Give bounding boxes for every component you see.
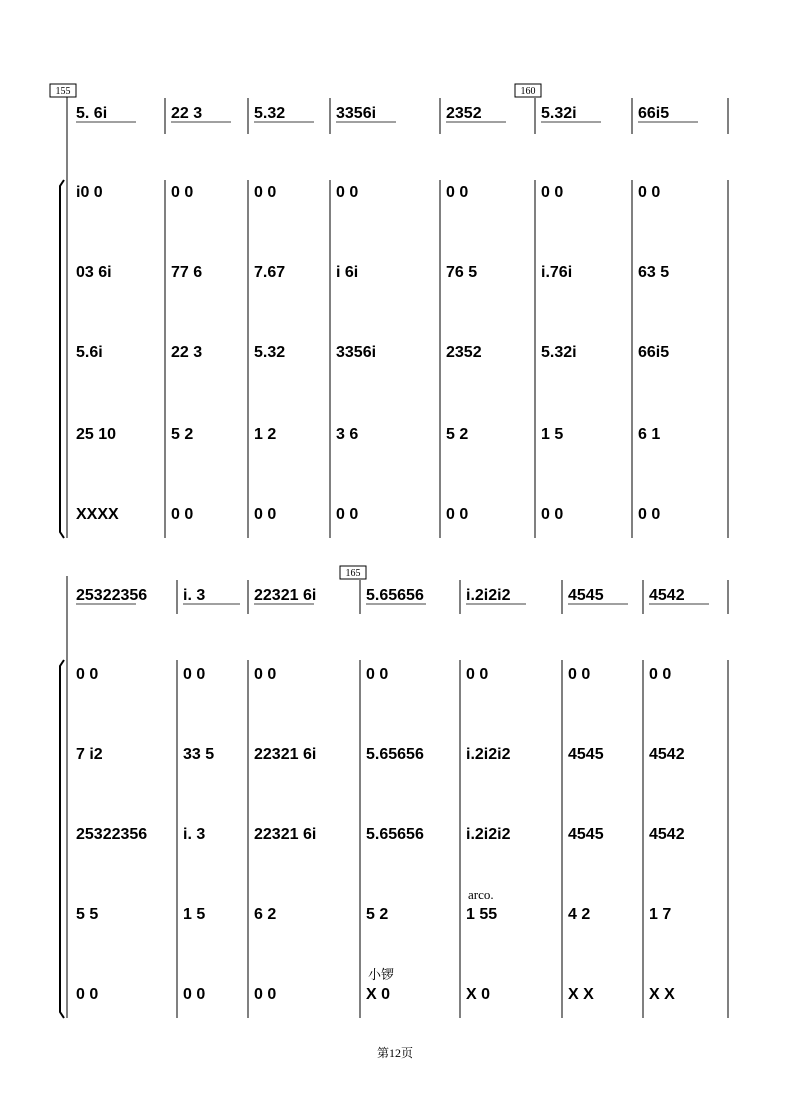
part-1-measure: i0 0 [76,184,103,201]
part-1-measure: 0 0 [76,666,99,683]
part-2-measure: 5.65656 [366,746,424,763]
part-2-measure: i.2i2i2 [466,746,511,763]
part-4-measure: 25 10 [76,426,117,443]
melody-measure: 5.32i [541,105,577,122]
measure-number: 165 [345,568,361,579]
part-5-measure: X X [649,986,675,1003]
part-4-measure: 1 5 [183,906,206,923]
part-3-measure: 66i5 [638,344,670,361]
melody-measure: 5.32 [254,105,286,122]
part-3-measure: 4542 [649,826,685,843]
part-5-measure: X X [568,986,594,1003]
part-3-measure: 4545 [568,826,604,843]
melody-measure: 25322356 [76,587,148,604]
part-1-measure: 0 0 [541,184,564,201]
part-1-measure: 0 0 [568,666,591,683]
melody-measure: i. 3 [183,587,206,604]
part-2-measure: 4542 [649,746,685,763]
part-4-measure: 3 6 [336,426,359,443]
part-3-measure: 5.6i [76,344,103,361]
part-5-measure: 0 0 [254,986,277,1003]
melody-measure: 4542 [649,587,685,604]
part-5-measure: 0 0 [638,506,661,523]
part-5-measure: 0 0 [446,506,469,523]
measure-number: 160 [520,86,536,97]
melody-measure: 66i5 [638,105,670,122]
score-system-2 [60,566,728,1018]
part-1-measure: 0 0 [254,184,277,201]
part-2-measure: 7 i2 [76,746,103,763]
part-4-measure: 6 2 [254,906,277,923]
part-3-measure: 3356i [336,344,377,361]
part-4-measure: 5 5 [76,906,99,923]
part-1-measure: 0 0 [466,666,489,683]
part-4-measure: 1 7 [649,906,672,923]
part-5-measure: X 0 [366,986,391,1003]
part-3-measure: 5.32 [254,344,286,361]
part-5-measure: 0 0 [183,986,206,1003]
score-system-1 [50,84,728,538]
part-2-measure: i.76i [541,264,573,281]
part-3-measure: i. 3 [183,826,206,843]
part-5-measure: X 0 [466,986,491,1003]
part-1-measure: 0 0 [183,666,206,683]
part-2-measure: 03 6i [76,264,112,281]
performance-annotation: 小锣 [368,967,395,982]
part-4-measure: 6 1 [638,426,661,443]
part-5-measure: XXXX [76,506,119,523]
part-2-measure: i 6i [336,264,359,281]
melody-measure: 5. 6i [76,105,108,122]
part-1-measure: 0 0 [254,666,277,683]
part-3-measure: 2352 [446,344,482,361]
part-5-measure: 0 0 [76,986,99,1003]
measure-number: 155 [55,86,71,97]
performance-annotation: arco. [468,887,494,902]
part-4-measure: 1 55 [466,906,498,923]
part-3-measure: 22321 6i [254,826,317,843]
melody-measure: i.2i2i2 [466,587,511,604]
part-2-measure: 63 5 [638,264,670,281]
part-2-measure: 7.67 [254,264,286,281]
part-1-measure: 0 0 [336,184,359,201]
part-2-measure: 33 5 [183,746,215,763]
melody-measure: 22 3 [171,105,203,122]
part-2-measure: 76 5 [446,264,478,281]
part-bracket [60,180,64,538]
part-3-measure: 5.32i [541,344,577,361]
melody-measure: 2352 [446,105,482,122]
part-3-measure: 22 3 [171,344,203,361]
part-3-measure: i.2i2i2 [466,826,511,843]
page-number: 第12页 [376,1046,413,1060]
part-1-measure: 0 0 [638,184,661,201]
part-4-measure: 1 2 [254,426,277,443]
part-3-measure: 25322356 [76,826,148,843]
melody-measure: 3356i [336,105,377,122]
part-1-measure: 0 0 [446,184,469,201]
part-4-measure: 5 2 [366,906,389,923]
melody-measure: 4545 [568,587,604,604]
part-2-measure: 4545 [568,746,604,763]
part-4-measure: 1 5 [541,426,564,443]
part-1-measure: 0 0 [171,184,194,201]
part-1-measure: 0 0 [649,666,672,683]
part-1-measure: 0 0 [366,666,389,683]
melody-measure: 22321 6i [254,587,317,604]
part-2-measure: 77 6 [171,264,203,281]
part-5-measure: 0 0 [336,506,359,523]
melody-measure: 5.65656 [366,587,424,604]
part-5-measure: 0 0 [171,506,194,523]
part-5-measure: 0 0 [541,506,564,523]
part-bracket [60,660,64,1018]
part-4-measure: 4 2 [568,906,591,923]
part-3-measure: 5.65656 [366,826,424,843]
part-4-measure: 5 2 [446,426,469,443]
part-5-measure: 0 0 [254,506,277,523]
part-2-measure: 22321 6i [254,746,317,763]
part-4-measure: 5 2 [171,426,194,443]
